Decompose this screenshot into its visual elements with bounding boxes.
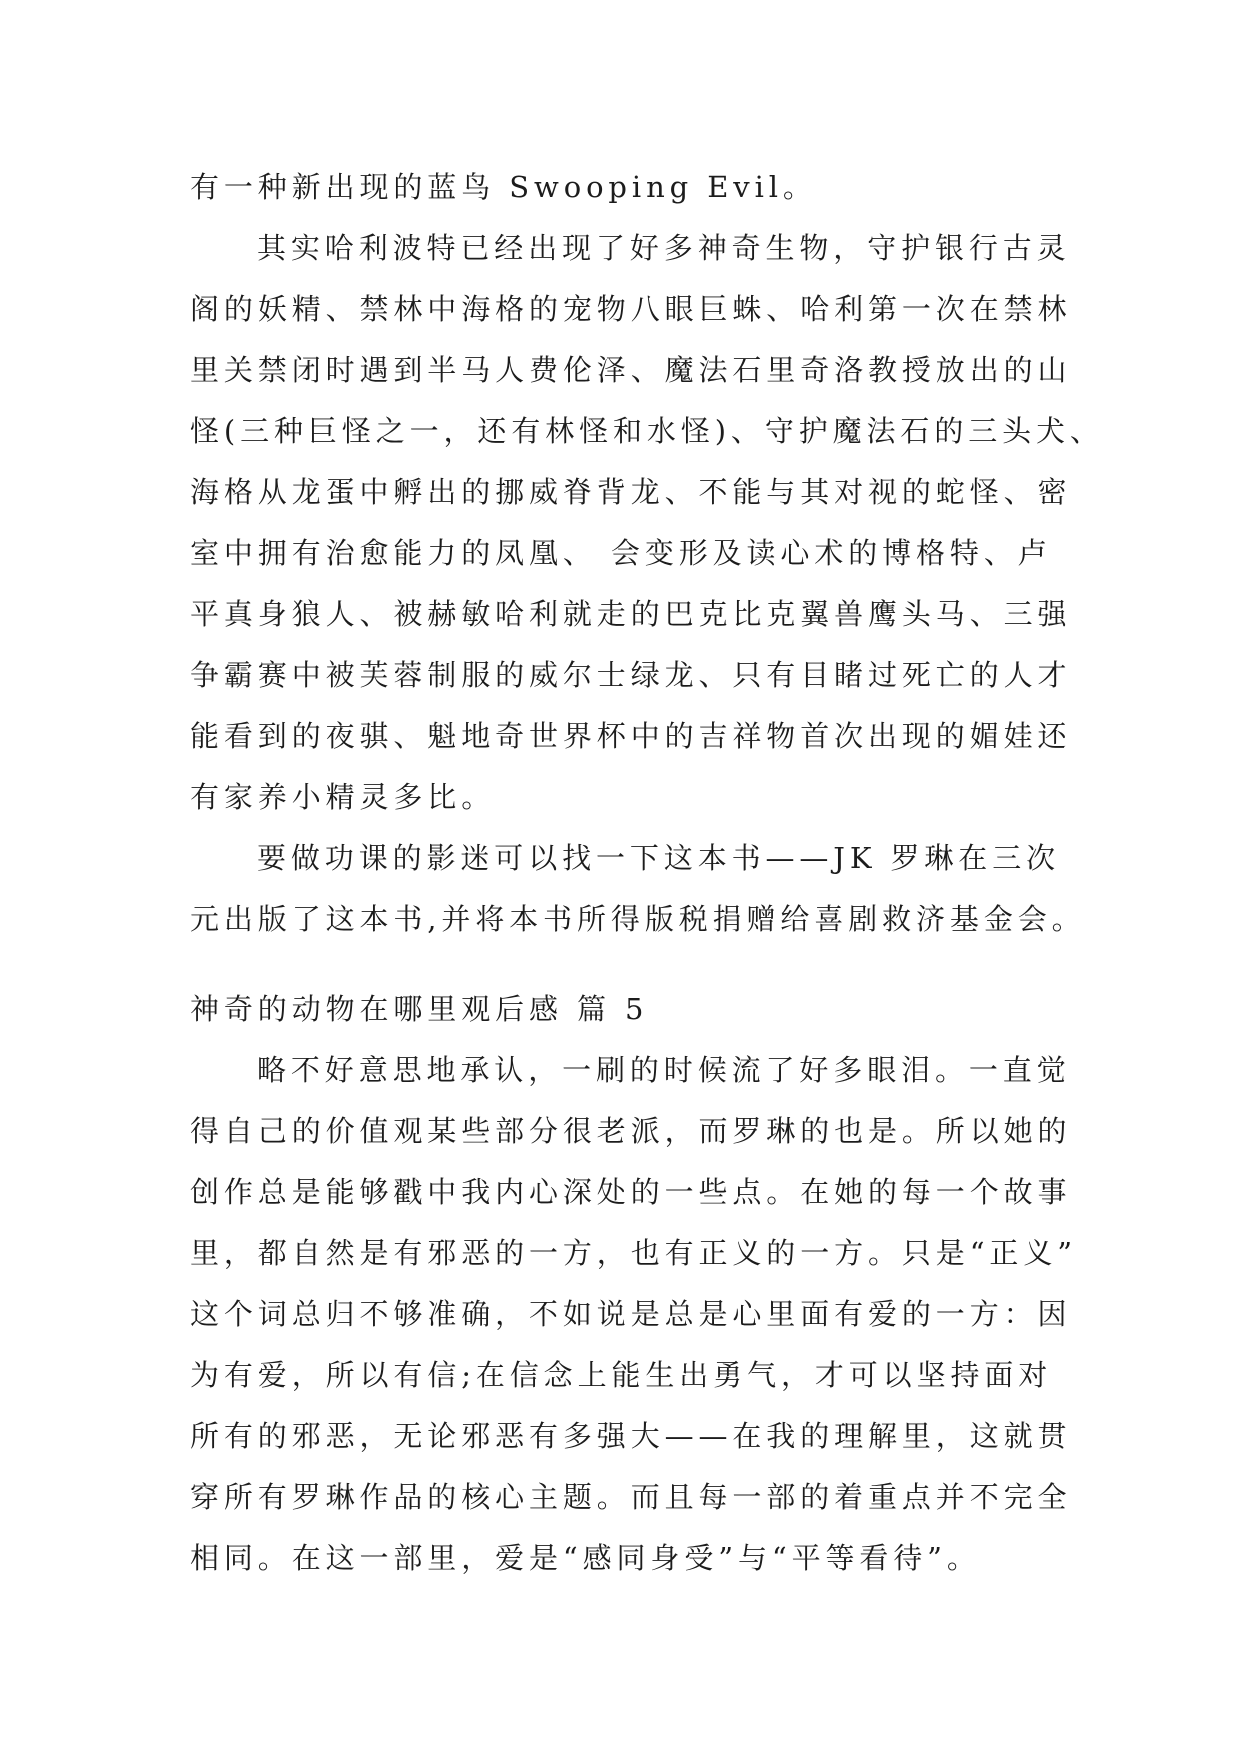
- paragraph-line: 平真身狼人、被赫敏哈利就走的巴克比克翼兽鹰头马、三强: [190, 597, 1072, 631]
- paragraph-line: 为有爱，所以有信;在信念上能生出勇气，才可以坚持面对: [190, 1358, 1053, 1392]
- article-5-section: [190, 979, 1077, 1589]
- paragraph-line: 创作总是能够戳中我内心深处的一些点。在她的每一个故事: [190, 1175, 1072, 1209]
- paragraph-line: 阁的妖精、禁林中海格的宠物八眼巨蛛、哈利第一次在禁林: [190, 292, 1072, 326]
- paragraph-line: 这个词总归不够准确，不如说是总是心里面有爱的一方：因: [190, 1297, 1072, 1331]
- paragraph-line: 怪(三种巨怪之一，还有林怪和水怪)、守护魔法石的三头犬、: [190, 414, 1104, 448]
- paragraph-line: 能看到的夜骐、魁地奇世界杯中的吉祥物首次出现的媚娃还: [190, 719, 1072, 753]
- paragraph-line: 里，都自然是有邪恶的一方，也有正义的一方。只是“正义”: [190, 1236, 1077, 1270]
- book-paragraph: [190, 828, 1086, 950]
- paragraph-line: 得自己的价值观某些部分很老派，而罗琳的也是。所以她的: [190, 1114, 1072, 1148]
- paragraph-line: 其实哈利波特已经出现了好多神奇生物，守护银行古灵: [257, 231, 1071, 265]
- article-heading: 神奇的动物在哪里观后感 篇 5: [190, 992, 649, 1026]
- paragraph-line: 穿所有罗琳作品的核心主题。而且每一部的着重点并不完全: [190, 1480, 1072, 1514]
- paragraph-line: 里关禁闭时遇到半马人费伦泽、魔法石里奇洛教授放出的山: [190, 353, 1072, 387]
- creatures-paragraph: [190, 218, 1104, 828]
- article-5-paragraph: [190, 1040, 1077, 1589]
- paragraph-line: 有家养小精灵多比。: [190, 780, 496, 814]
- paragraph-line: 略不好意思地承认，一刷的时候流了好多眼泪。一直觉: [257, 1053, 1071, 1087]
- paragraph-line: 相同。在这一部里，爱是“感同身受”与“平等看待”。: [190, 1541, 981, 1575]
- continuation-line: 有一种新出现的蓝鸟 Swooping Evil。: [190, 170, 817, 204]
- paragraph-line: 所有的邪恶，无论邪恶有多强大——在我的理解里，这就贯: [190, 1419, 1072, 1453]
- paragraph-line: 要做功课的影迷可以找一下这本书——JK 罗琳在三次: [257, 841, 1061, 875]
- paragraph-line: 元出版了这本书,并将本书所得版税捐赠给喜剧救济基金会。: [190, 902, 1086, 936]
- paragraph-line: 室中拥有治愈能力的凤凰、 会变形及读心术的博格特、卢: [190, 536, 1052, 570]
- paragraph-line: 争霸赛中被芙蓉制服的威尔士绿龙、只有目睹过死亡的人才: [190, 658, 1072, 692]
- paragraph-line: 海格从龙蛋中孵出的挪威脊背龙、不能与其对视的蛇怪、密: [190, 475, 1072, 509]
- previous-article-section: [190, 157, 1104, 950]
